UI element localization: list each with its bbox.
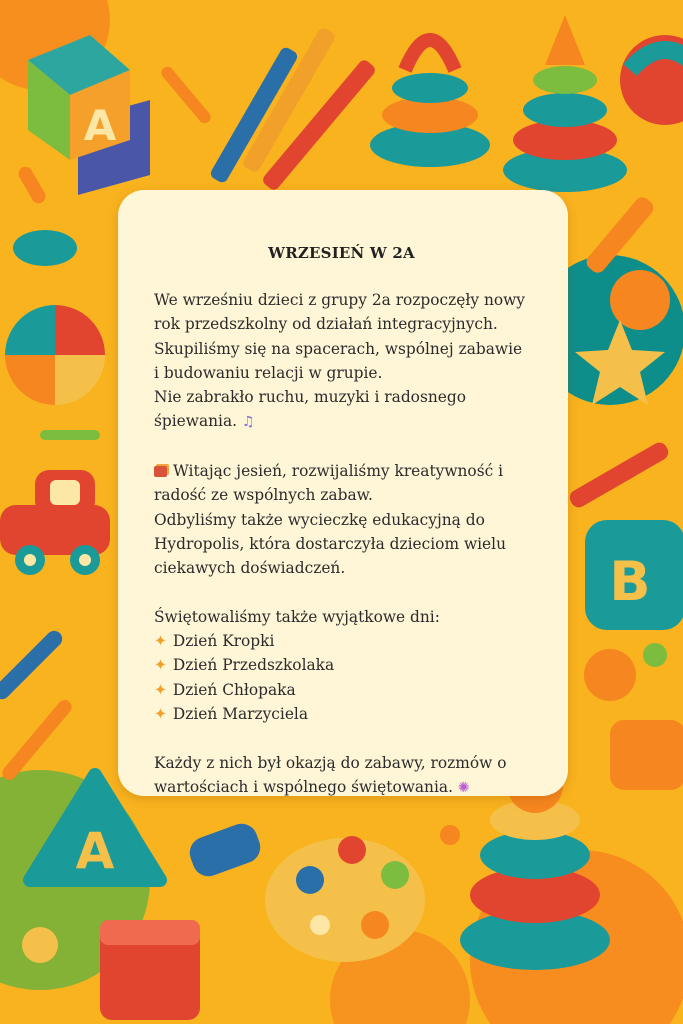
text-line: We wrześniu dzieci z grupy 2a rozpoczęły nowy: [154, 291, 526, 309]
ring-stacker-top: [370, 40, 490, 167]
party-popper-icon: ✺: [457, 779, 470, 796]
text-line: ciekawych doświadczeń.: [154, 559, 346, 578]
text-line-with-icon: [154, 459, 574, 483]
poster-title: WRZESIEŃ W 2A: [268, 244, 415, 262]
sparkles-icon: ✦: [154, 705, 167, 724]
sparkles-icon: ✦: [154, 680, 167, 699]
block-letter: A: [83, 101, 117, 150]
text-line-with-icon: [154, 409, 574, 434]
list-item: [154, 629, 574, 653]
text-line: Witając jesień, rozwijaliśmy kreatywność i: [173, 462, 504, 481]
text-line: rok przedszkolny od działań integracyjnych.: [154, 315, 498, 334]
text-line: Nie zabrakło ruchu, muzyki i radosnego: [154, 388, 466, 407]
red-cube: [100, 920, 200, 1020]
list-item: [154, 702, 574, 726]
text-line: Każdy z nich był okazją do zabawy, rozmów o: [154, 753, 507, 772]
beach-ball: [5, 305, 105, 405]
letter-b-block: [585, 520, 683, 630]
triangle-letter: A: [75, 822, 115, 880]
letter-block-a: [28, 35, 150, 195]
music-notes-icon: ♫: [241, 414, 255, 431]
text-line-with-icon: [154, 775, 574, 800]
text-line: śpiewania.: [154, 412, 238, 431]
text-line: Odbyliśmy także wycieczkę edukacyjną do: [154, 510, 485, 529]
paint-palette: [265, 836, 425, 962]
list-item-label: Dzień Marzyciela: [172, 705, 309, 724]
autumn-books-icon: [154, 466, 167, 477]
list-item-label: Dzień Przedszkolaka: [172, 656, 335, 675]
text-line: i budowaniu relacji w grupie.: [154, 363, 383, 382]
sparkles-icon: ✦: [154, 632, 167, 651]
poster-content: [154, 288, 574, 800]
list-item-label: Dzień Chłopaka: [172, 680, 296, 699]
ring-stacker-right: [503, 15, 627, 192]
sparkles-icon: ✦: [154, 656, 167, 675]
special-days-heading: Świętowaliśmy także wyjątkowe dni:: [154, 607, 440, 626]
crayons: [159, 26, 377, 192]
list-item: [154, 653, 574, 677]
list-item: [154, 678, 574, 702]
list-item-label: Dzień Kropki: [172, 632, 275, 651]
text-line: radość ze wspólnych zabaw.: [154, 486, 373, 505]
text-line: Hydropolis, która dostarczyła dzieciom wielu: [154, 534, 506, 553]
text-line: wartościach i wspólnego świętowania.: [154, 777, 453, 796]
text-line: Skupiliśmy się na spacerach, wspólnej zabawie: [154, 339, 523, 358]
block-b-letter: B: [609, 550, 651, 613]
toy-car: [0, 470, 110, 575]
